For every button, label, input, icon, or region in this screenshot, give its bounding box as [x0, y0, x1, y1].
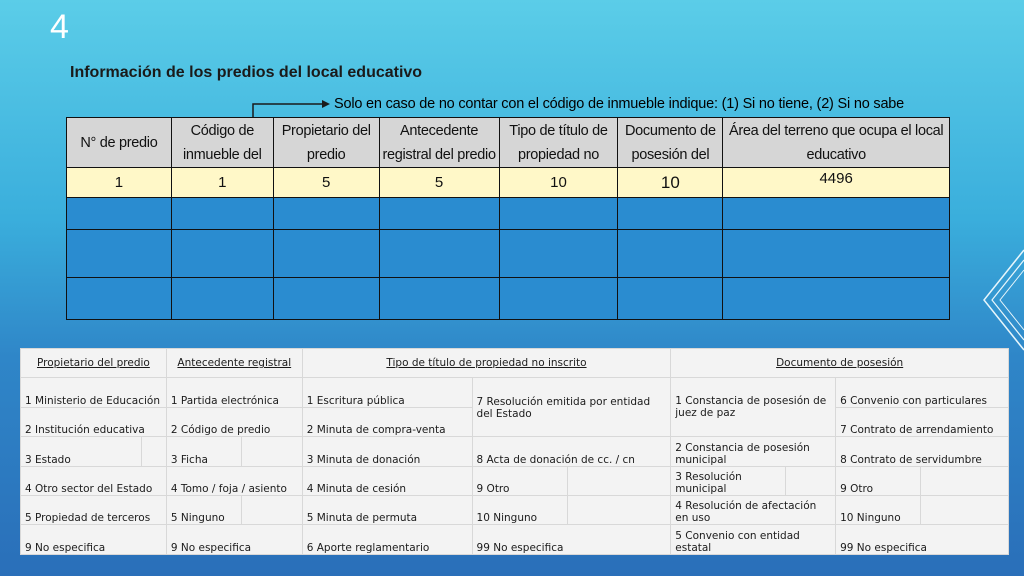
list-item: 7 Resolución emitida por entidad del Estado — [472, 378, 671, 437]
empty-cell — [921, 466, 1009, 495]
header-n-predio: N° de predio — [67, 118, 172, 168]
empty-cell[interactable] — [171, 278, 273, 320]
list-item: 4 Tomo / foja / asiento — [166, 466, 302, 495]
empty-cell[interactable] — [171, 198, 273, 230]
empty-cell[interactable] — [379, 230, 499, 278]
slide-number: 4 — [50, 8, 69, 46]
list-item: 2 Minuta de compra-venta — [302, 407, 472, 436]
list-item: 10 Ninguno — [472, 495, 568, 524]
legend-row — [21, 437, 1009, 466]
empty-cell — [241, 495, 302, 524]
list-item: 4 Minuta de cesión — [302, 466, 472, 495]
table-row — [67, 168, 950, 198]
cell-tipo-titulo[interactable]: 10 — [499, 168, 618, 198]
legend-row — [21, 466, 1009, 495]
legend-header-antecedente: Antecedente registral — [166, 349, 302, 378]
cell-n-predio[interactable]: 1 — [67, 168, 172, 198]
list-item: 3 Minuta de donación — [302, 437, 472, 466]
legend-header-documento: Documento de posesión — [671, 349, 1009, 378]
empty-cell[interactable] — [379, 278, 499, 320]
empty-cell[interactable] — [723, 278, 950, 320]
legend-row — [21, 495, 1009, 524]
empty-cell[interactable] — [618, 230, 723, 278]
empty-cell — [241, 437, 302, 466]
legend-header-tipo-titulo: Tipo de título de propiedad no inscrito — [302, 349, 671, 378]
list-item: 5 Propiedad de terceros — [21, 495, 167, 524]
legend-header-row — [21, 349, 1009, 378]
empty-cell[interactable] — [723, 198, 950, 230]
cell-area-terreno[interactable]: 4496 — [723, 168, 950, 198]
cell-propietario[interactable]: 5 — [273, 168, 379, 198]
list-item: 5 Ninguno — [166, 495, 241, 524]
cell-codigo-inmueble[interactable]: 1 — [171, 168, 273, 198]
empty-cell[interactable] — [499, 230, 618, 278]
empty-cell[interactable] — [499, 198, 618, 230]
predios-table — [66, 117, 950, 320]
list-item: 9 Otro — [836, 466, 921, 495]
list-item: 8 Acta de donación de cc. / cn — [472, 437, 671, 466]
empty-cell — [786, 466, 836, 495]
list-item: 2 Código de predio — [166, 407, 302, 436]
page-title: Información de los predios del local educativo — [70, 64, 423, 81]
cell-antecedente[interactable]: 5 — [379, 168, 499, 198]
empty-cell[interactable] — [499, 278, 618, 320]
list-item: 4 Resolución de afectación en uso — [671, 495, 836, 524]
empty-cell[interactable] — [379, 198, 499, 230]
header-tipo-titulo: Tipo de título de propiedad no — [499, 118, 618, 168]
empty-cell — [568, 466, 671, 495]
empty-cell[interactable] — [273, 278, 379, 320]
table-header-row — [67, 118, 950, 168]
cell-documento-posesion[interactable]: 10 — [618, 168, 723, 198]
empty-cell — [568, 495, 671, 524]
empty-cell[interactable] — [723, 230, 950, 278]
list-item: 2 Institución educativa — [21, 407, 167, 436]
empty-cell[interactable] — [67, 230, 172, 278]
list-item: 3 Ficha — [166, 437, 241, 466]
list-item: 4 Otro sector del Estado — [21, 466, 167, 495]
legend-header-propietario: Propietario del predio — [21, 349, 167, 378]
list-item: 99 No especifica — [836, 525, 1009, 554]
instruction-note: Solo en caso de no contar con el código de inmueble indique: (1) Si no tiene, (2) Si no sabe — [334, 96, 905, 112]
table-row — [67, 278, 950, 320]
empty-cell[interactable] — [67, 278, 172, 320]
header-propietario: Propietario del predio — [273, 118, 379, 168]
empty-cell[interactable] — [273, 198, 379, 230]
empty-cell[interactable] — [171, 230, 273, 278]
list-item: 2 Constancia de posesión municipal — [671, 437, 836, 466]
header-area-terreno: Área del terreno que ocupa el local educativo — [723, 118, 950, 168]
list-item: 8 Contrato de servidumbre — [836, 437, 1009, 466]
list-item: 1 Escritura pública — [302, 378, 472, 407]
list-item: 9 No especifica — [21, 525, 167, 554]
header-codigo-inmueble: Código de inmueble del — [171, 118, 273, 168]
chevron-decoration-icon — [954, 240, 1024, 360]
list-item: 6 Convenio con particulares — [836, 378, 1009, 407]
empty-cell[interactable] — [273, 230, 379, 278]
legend-table — [20, 348, 1009, 555]
legend-row — [21, 378, 1009, 407]
empty-cell — [141, 437, 166, 466]
legend-row — [21, 525, 1009, 554]
table-row — [67, 198, 950, 230]
list-item: 1 Constancia de posesión de juez de paz — [671, 378, 836, 437]
list-item: 5 Convenio con entidad estatal — [671, 525, 836, 554]
list-item: 3 Resolución municipal — [671, 466, 786, 495]
list-item: 3 Estado — [21, 437, 142, 466]
header-antecedente: Antecedente registral del predio — [379, 118, 499, 168]
table-row — [67, 230, 950, 278]
list-item: 6 Aporte reglamentario — [302, 525, 472, 554]
list-item: 99 No especifica — [472, 525, 671, 554]
list-item: 1 Ministerio de Educación — [21, 378, 167, 407]
list-item: 7 Contrato de arrendamiento — [836, 407, 1009, 436]
header-documento-posesion: Documento de posesión del — [618, 118, 723, 168]
list-item: 9 Otro — [472, 466, 568, 495]
empty-cell — [921, 495, 1009, 524]
empty-cell[interactable] — [618, 278, 723, 320]
list-item: 5 Minuta de permuta — [302, 495, 472, 524]
empty-cell[interactable] — [618, 198, 723, 230]
list-item: 10 Ninguno — [836, 495, 921, 524]
list-item: 9 No especifica — [166, 525, 302, 554]
list-item: 1 Partida electrónica — [166, 378, 302, 407]
empty-cell[interactable] — [67, 198, 172, 230]
